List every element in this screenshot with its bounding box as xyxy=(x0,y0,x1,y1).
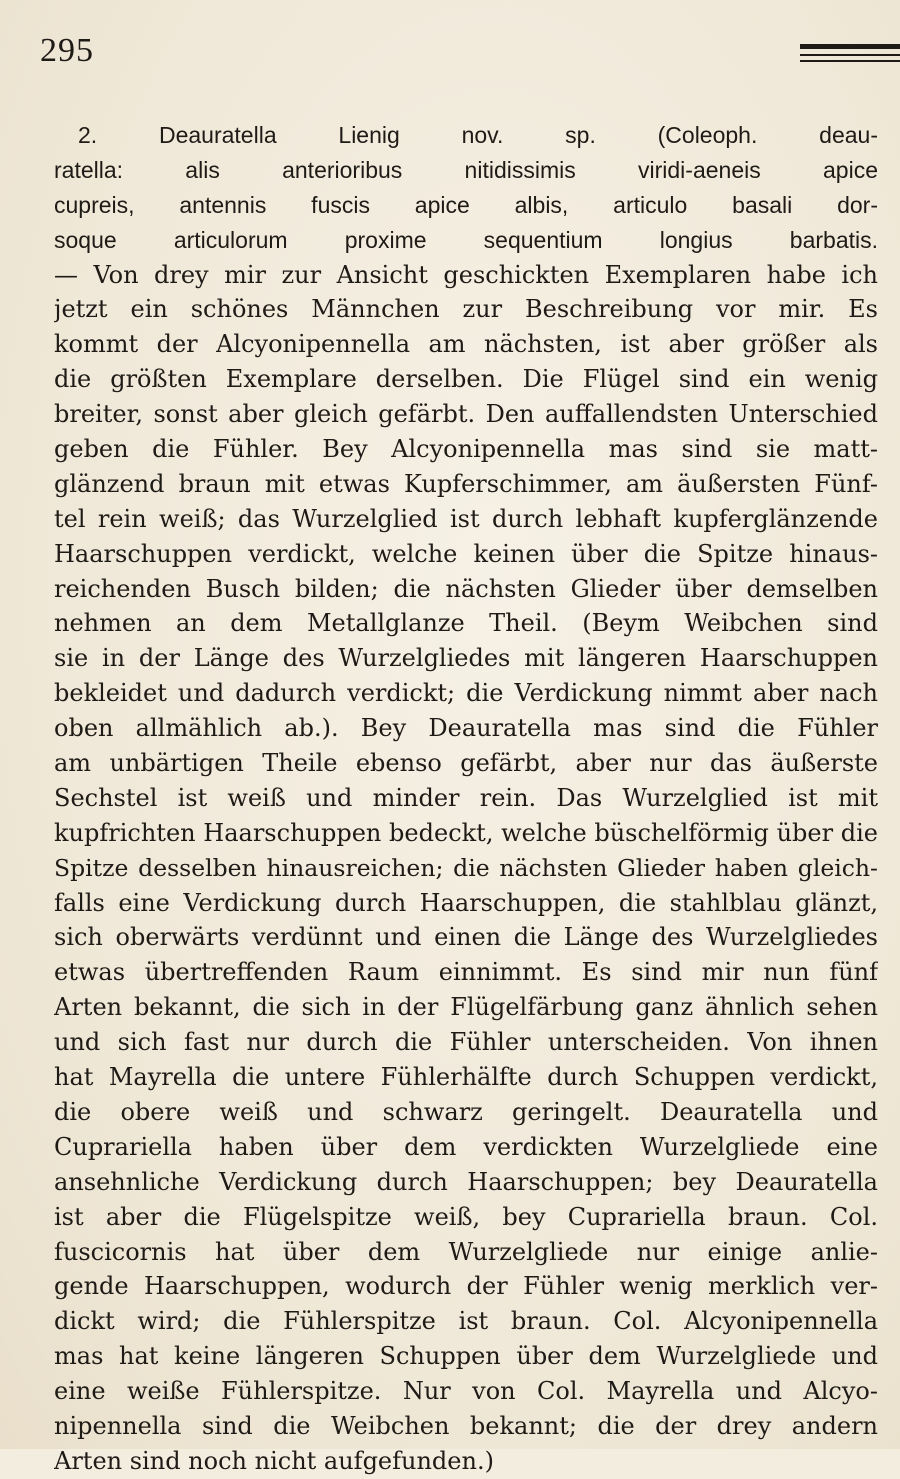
text-line: mas hat keine längeren Schuppen über dem Wurzelgliede und xyxy=(54,1342,878,1371)
text-line: eine weiße Fühlerspitze. Nur von Col. Mayrella und Alcyo- xyxy=(54,1377,878,1406)
text-line: fuscicornis hat über dem Wurzelgliede nur einige anlie- xyxy=(54,1237,878,1266)
page-number: 295 xyxy=(40,32,94,69)
text-line: die größten Exemplare derselben. Die Flügel sind ein wenig xyxy=(54,365,878,394)
text-line: geben die Fühler. Bey Alcyonipennella mas sind sie matt- xyxy=(54,435,878,464)
text-line: und sich fast nur durch die Fühler unterscheiden. Von ihnen xyxy=(54,1028,878,1057)
text-line: 2. Deauratella Lienig nov. sp. (Coleoph. deau- xyxy=(78,122,878,148)
text-line: — Von drey mir zur Ansicht geschickten Exemplaren habe ich xyxy=(54,260,878,289)
text-line: etwas übertreffenden Raum einnimmt. Es sind mir nun fünf xyxy=(54,958,878,987)
text-line: dickt wird; die Fühlerspitze ist braun. Col. Alcyonipennella xyxy=(54,1307,878,1336)
text-line: glänzend braun mit etwas Kupferschimmer, am äußersten Fünf- xyxy=(54,469,878,498)
text-line: Arten sind noch nicht aufgefunden.) xyxy=(54,1446,494,1475)
text-line: tel rein weiß; das Wurzelglied ist durch lebhaft kupferglänzende xyxy=(54,504,878,533)
text-line: sich oberwärts verdünnt und einen die Länge des Wurzelgliedes xyxy=(54,923,878,952)
header-rule-thin xyxy=(800,54,900,56)
text-line: hat Mayrella die untere Fühlerhälfte durch Schuppen verdickt, xyxy=(54,1063,878,1092)
text-line: jetzt ein schönes Männchen zur Beschreibung vor mir. Es xyxy=(54,295,878,324)
body-text xyxy=(54,118,878,1479)
text-line: am unbärtigen Theile ebenso gefärbt, aber nur das äußerste xyxy=(54,749,878,778)
text-line: oben allmählich ab.). Bey Deauratella mas sind die Fühler xyxy=(54,714,878,743)
text-line: ansehnliche Verdickung durch Haarschuppen; bey Deauratella xyxy=(54,1167,878,1196)
text-line: falls eine Verdickung durch Haarschuppen, die stahlblau glänzt, xyxy=(54,888,878,917)
text-line: cupreis, antennis fuscis apice albis, articulo basali dor- xyxy=(54,191,878,218)
header-rule xyxy=(800,44,900,66)
text-line: ist aber die Flügelspitze weiß, bey Cuprariella braun. Col. xyxy=(54,1202,878,1231)
text-line: kupfrichten Haarschuppen bedeckt, welche büschelförmig über die xyxy=(54,818,878,847)
text-line: Arten bekannt, die sich in der Flügelfärbung ganz ähnlich sehen xyxy=(54,993,878,1022)
text-line: Haarschuppen verdickt, welche keinen über die Spitze hinaus- xyxy=(54,539,878,568)
text-line: kommt der Alcyonipennella am nächsten, ist aber größer als xyxy=(54,330,878,359)
text-line: ratella: alis anterioribus nitidissimis viridi-aeneis apice xyxy=(54,156,878,183)
text-line: sie in der Länge des Wurzelgliedes mit längeren Haarschuppen xyxy=(54,644,878,673)
text-line: gende Haarschuppen, wodurch der Fühler wenig merklich ver- xyxy=(54,1272,878,1301)
text-line: Cuprariella haben über dem verdickten Wurzelgliede eine xyxy=(54,1132,878,1161)
text-line: Sechstel ist weiß und minder rein. Das Wurzelglied ist mit xyxy=(54,783,878,812)
text-line: die obere weiß und schwarz geringelt. Deauratella und xyxy=(54,1097,878,1126)
text-line: breiter, sonst aber gleich gefärbt. Den auffallendsten Unterschied xyxy=(54,400,878,429)
text-line: Spitze desselben hinausreichen; die nächsten Glieder haben gleich- xyxy=(54,853,878,882)
text-line: reichenden Busch bilden; die nächsten Glieder über demselben xyxy=(54,574,878,603)
header-rule-thin xyxy=(800,60,900,62)
text-line: nehmen an dem Metallglanze Theil. (Beym Weibchen sind xyxy=(54,609,878,638)
text-line: bekleidet und dadurch verdickt; die Verdickung nimmt aber nach xyxy=(54,679,878,708)
text-line: nipennella sind die Weibchen bekannt; die der drey andern xyxy=(54,1411,878,1440)
header-rule-thick xyxy=(800,44,900,49)
text-line: soque articulorum proxime sequentium longius barbatis. xyxy=(54,226,878,253)
